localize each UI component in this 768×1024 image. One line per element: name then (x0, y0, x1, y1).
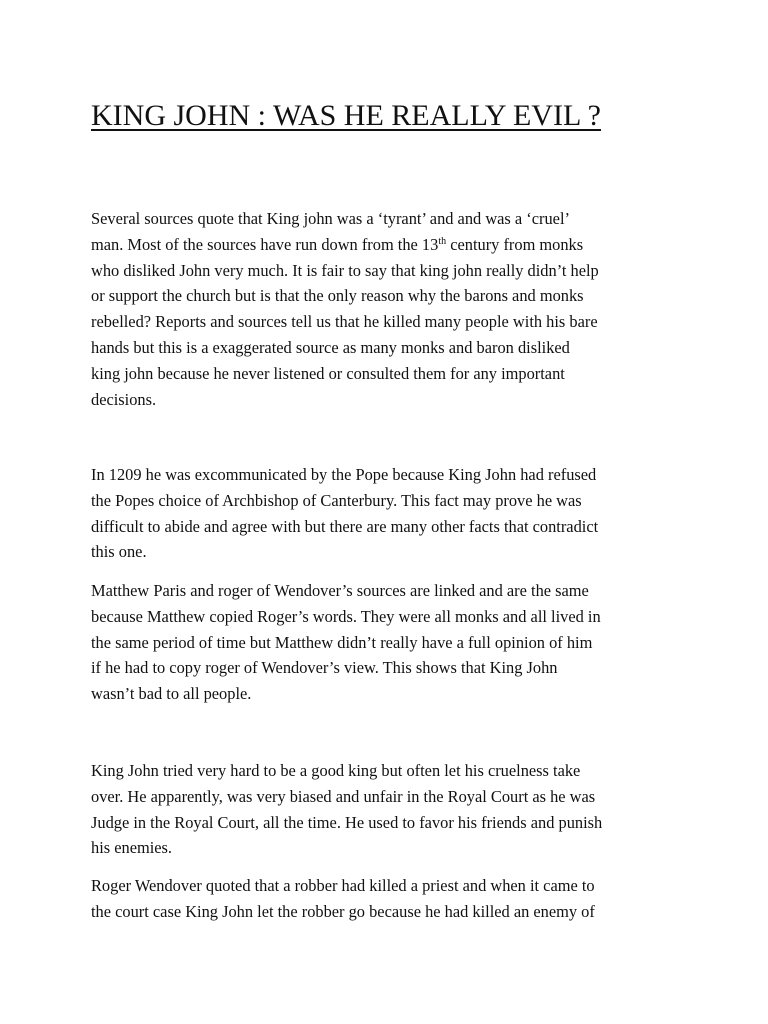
text-line: the same period of time but Matthew didn’t really have a full opinion of him (91, 632, 593, 652)
text-line: In 1209 he was excommunicated by the Pope because King John had refused (91, 465, 597, 484)
text-line: king john because he never listened or consulted them for any important (91, 363, 565, 383)
text-line: Judge in the Royal Court, all the time. He used to favor his friends and punish (91, 812, 603, 832)
text-line: Roger Wendover quoted that a robber had killed a priest and when it came to (91, 876, 595, 895)
text-line (91, 232, 691, 258)
paragraph-robber-case (91, 873, 691, 925)
superscript: th (438, 235, 447, 247)
paragraph-sources (91, 206, 691, 412)
text-line: Several sources quote that King john was a ‘tyrant’ and and was a ‘cruel’ (91, 209, 570, 228)
text-line: his enemies. (91, 838, 173, 858)
paragraph-royal-court (91, 758, 691, 861)
document-title: KING JOHN : WAS HE REALLY EVIL ? (91, 99, 601, 132)
text-line: the Popes choice of Archbishop of Canterbury. This fact may prove he was (91, 490, 582, 510)
text-line: hands but this is a exaggerated source as many monks and baron disliked (91, 337, 570, 357)
text-line: over. He apparently, was very biased and unfair in the Royal Court as he was (91, 786, 596, 806)
paragraph-matthew-paris (91, 578, 691, 707)
text-line: this one. (91, 542, 147, 562)
text-line: Matthew Paris and roger of Wendover’s sources are linked and are the same (91, 581, 589, 600)
text-line: difficult to abide and agree with but there are many other facts that contradict (91, 516, 599, 536)
text-line: because Matthew copied Roger’s words. They were all monks and all lived in (91, 606, 601, 626)
paragraph-excommunication (91, 462, 691, 565)
text-line: or support the church but is that the only reason why the barons and monks (91, 286, 584, 306)
text-line: if he had to copy roger of Wendover’s view. This shows that King John (91, 658, 558, 678)
text-run: man. Most of the sources have run down from the 13 (91, 234, 439, 254)
text-line: who disliked John very much. It is fair to say that king john really didn’t help (91, 260, 599, 280)
text-line: King John tried very hard to be a good king but often let his cruelness take (91, 761, 581, 780)
text-line: decisions. (91, 389, 157, 409)
text-line: rebelled? Reports and sources tell us that he killed many people with his bare (91, 312, 598, 332)
text-line: wasn’t bad to all people. (91, 684, 252, 704)
text-line: the court case King John let the robber go because he had killed an enemy of (91, 901, 595, 921)
text-run: century from monks (446, 234, 584, 254)
